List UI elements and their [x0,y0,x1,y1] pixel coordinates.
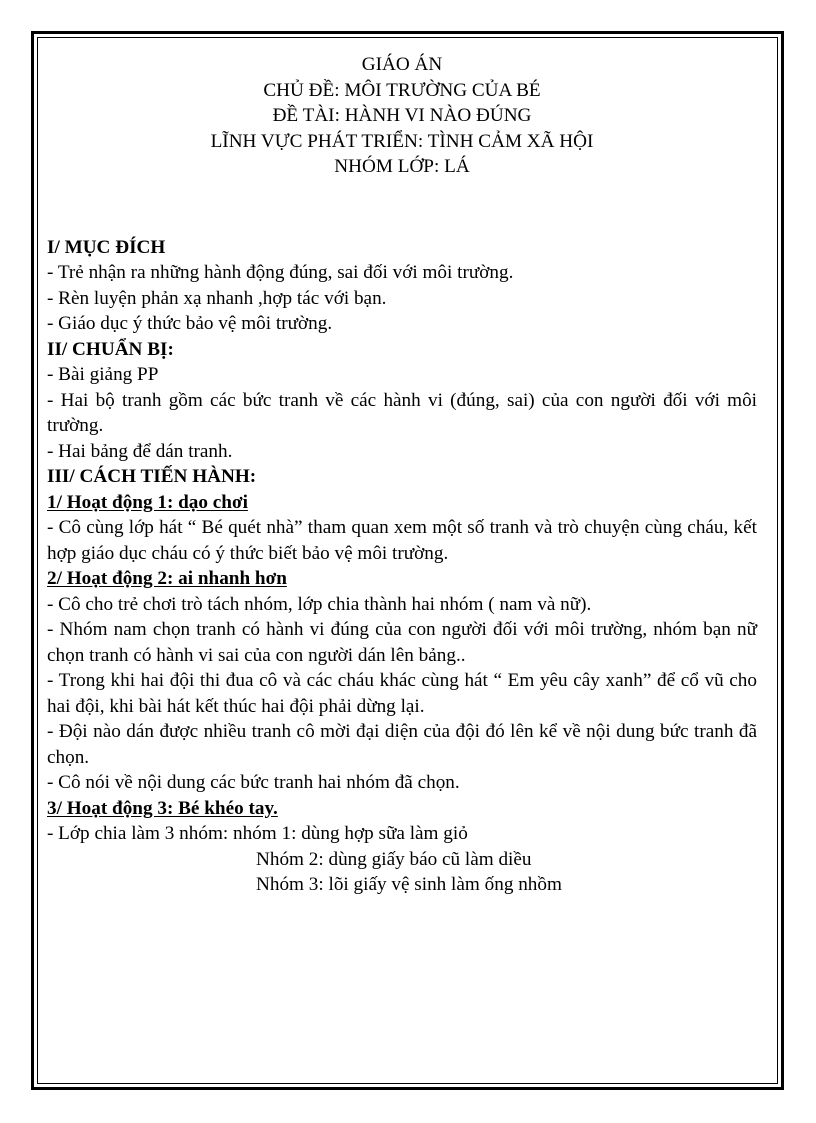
activity-3 [47,796,757,898]
list-item: - Nhóm nam chọn tranh có hành vi đúng của con người đối với môi trường, nhóm bạn nữ chọn tranh có hành vi sai của con người dán lên bảng.. [47,619,757,666]
list-item: - Trong khi hai đội thi đua cô và các cháu khác cùng hát “ Em yêu cây xanh” để cổ vũ cho hai đội, khi bài hát kết thúc hai đội phải dừng lại. [47,670,757,717]
section-preparation [47,337,757,465]
header-title: GIÁO ÁN [361,54,443,75]
group-line: Nhóm 3: lõi giấy vệ sinh làm ống nhồm [256,874,562,895]
section-heading: III/ CÁCH TIẾN HÀNH: [47,466,257,487]
section-procedure [47,464,757,898]
list-item: - Lớp chia làm 3 nhóm: nhóm 1: dùng hợp sữa làm giỏ [47,823,468,844]
section-heading: II/ CHUẨN BỊ: [47,338,174,360]
list-item: - Cô nói về nội dung các bức tranh hai nhóm đã chọn. [47,772,460,793]
section-heading: I/ MỤC ĐÍCH [47,236,166,258]
header-subject: ĐỀ TÀI: HÀNH VI NÀO ĐÚNG [272,105,532,126]
document-header [47,52,757,180]
header-spacer [47,180,757,235]
activity-title: 3/ Hoạt động 3: Bé khéo tay. [47,797,278,819]
section-purpose [47,235,757,337]
activity-2 [47,566,757,796]
list-item: - Cô cùng lớp hát “ Bé quét nhà” tham quan xem một số tranh và trò chuyện cùng cháu, kết hợp giáo dục cháu có ý thức biết bảo vệ môi trường. [47,517,757,564]
activity-title: 2/ Hoạt động 2: ai nhanh hơn [47,568,287,589]
activity-title: 1/ Hoạt động 1: dạo chơi [47,491,248,513]
header-topic: CHỦ ĐỀ: MÔI TRƯỜNG CỦA BÉ [263,79,541,101]
list-item: - Rèn luyện phản xạ nhanh ,hợp tác với bạn. [47,287,387,309]
activity-1 [47,490,757,567]
list-item: - Giáo dục ý thức bảo vệ môi trường. [47,313,333,334]
list-item: - Cô cho trẻ chơi trò tách nhóm, lớp chia thành hai nhóm ( nam và nữ). [47,593,592,615]
group-line: Nhóm 2: dùng giấy báo cũ làm diều [256,848,532,870]
list-item: - Hai bộ tranh gồm các bức tranh về các hành vi (đúng, sai) của con người đối với môi trường. [47,389,757,436]
header-class: NHÓM LỚP: LÁ [334,156,470,177]
document-page [47,52,757,898]
list-item: - Trẻ nhận ra những hành động đúng, sai đối với môi trường. [47,262,514,283]
list-item: - Đội nào dán được nhiều tranh cô mời đại diện của đội đó lên kể về nội dung bức tranh đã chọn. [47,721,757,768]
header-field: LĨNH VỰC PHÁT TRIỂN: TÌNH CẢM XÃ HỘI [210,130,594,152]
list-item: - Bài giảng PP [47,364,159,385]
list-item: - Hai bảng để dán tranh. [47,440,233,462]
